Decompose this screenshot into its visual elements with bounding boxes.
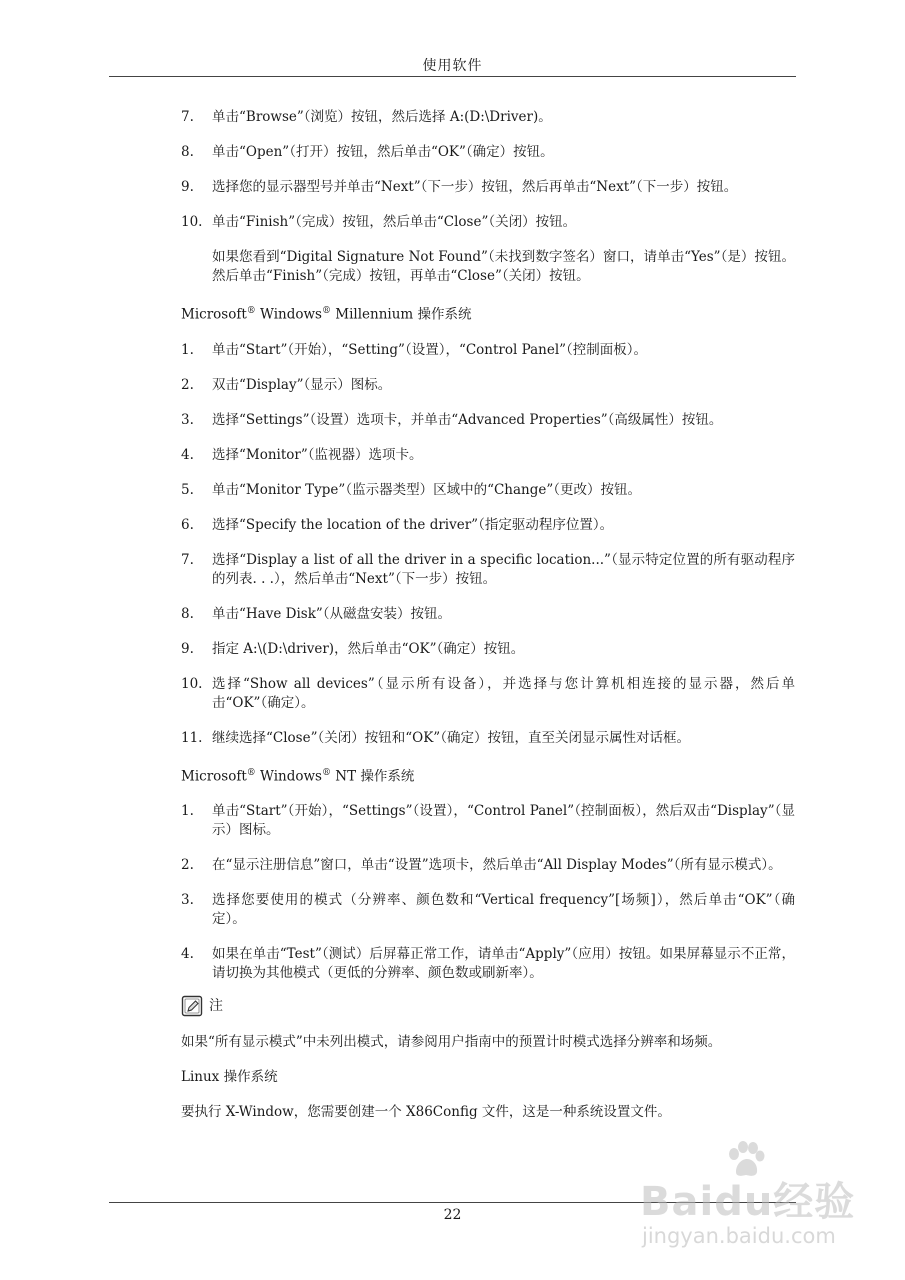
watermark-url: jingyan.baidu.com — [642, 1224, 836, 1248]
document-body — [181, 108, 795, 1138]
item-text: 单击“Browse”（浏览）按钮，然后选择 A:(D:\Driver)。 — [212, 109, 552, 125]
note-text: 如果“所有显示模式”中未列出模式，请参阅用户指南中的预置计时模式选择分辨率和场频。 — [181, 1034, 722, 1050]
item-number: 10. — [181, 675, 203, 692]
item-text: 如果在单击“Test”（测试）后屏幕正常工作，请单击“Apply”（应用）按钮。如果屏幕显示不正常，请切换为其他模式（更低的分辨率、颜色数或刷新率）。 — [212, 946, 795, 981]
item-number: 3. — [181, 411, 194, 428]
note-callout — [181, 995, 795, 1017]
item-number: 9. — [181, 640, 194, 657]
item-number: 6. — [181, 516, 194, 533]
item-number: 3. — [181, 892, 194, 908]
item-number: 9. — [181, 179, 194, 195]
list-item — [181, 108, 795, 127]
page-header-title: 使用软件 — [422, 58, 483, 74]
list-item — [181, 856, 795, 875]
item-text: 单击“Have Disk”（从磁盘安装）按钮。 — [212, 605, 452, 622]
item-text: 在“显示注册信息”窗口，单击“设置”选项卡，然后单击“All Display Modes”（所有显示模式）。 — [212, 857, 782, 873]
item-number: 5. — [181, 481, 194, 498]
header-divider — [109, 76, 796, 77]
section-heading-millennium: Microsoft® Windows® Millennium 操作系统 — [181, 306, 472, 323]
item-text: 单击“Start”（开始），“Setting”（设置），“Control Panel”（控制面板）。 — [212, 341, 648, 358]
section-heading-linux: Linux 操作系统 — [181, 1069, 278, 1085]
item-number: 8. — [181, 605, 194, 622]
item-text: 选择“Settings”（设置）选项卡，并单击“Advanced Properties”（高级属性）按钮。 — [212, 411, 723, 428]
list-item — [181, 729, 795, 748]
item-text: 选择“Monitor”（监视器）选项卡。 — [212, 446, 423, 463]
item-text: 选择“Show all devices”（显示所有设备），并选择与您计算机相连接的显示器，然后单击“OK”（确定）。 — [212, 675, 795, 711]
list-item — [181, 376, 795, 395]
item-text: 单击“Start”（开始），“Settings”（设置），“Control Panel”（控制面板），然后双击“Display”（显示）图标。 — [212, 803, 795, 838]
item-text: 单击“Monitor Type”（监示器类型）区域中的“Change”（更改）按钮。 — [212, 481, 642, 498]
watermark-brand: Baidu经验 — [640, 1179, 856, 1225]
item-number: 2. — [181, 857, 194, 873]
item-text: 单击“Open”（打开）按钮，然后单击“OK”（确定）按钮。 — [212, 144, 554, 160]
item-text: 选择您要使用的模式（分辨率、颜色数和“Vertical frequency”[场频]），然后单击“OK”（确定）。 — [212, 892, 795, 927]
item-number: 7. — [181, 109, 194, 125]
item-text: 选择您的显示器型号并单击“Next”（下一步）按钮，然后再单击“Next”（下一步）按钮。 — [212, 179, 738, 195]
list-item — [181, 341, 795, 360]
section-heading-nt: Microsoft® Windows® NT 操作系统 — [181, 767, 415, 784]
list-item — [181, 481, 795, 500]
list-item — [181, 945, 795, 983]
item-text: 继续选择“Close”（关闭）按钮和“OK”（确定）按钮，直至关闭显示属性对话框。 — [212, 729, 690, 746]
page-number: 22 — [443, 1207, 462, 1223]
item-text: 指定 A:\(D:\driver)，然后单击“OK”（确定）按钮。 — [212, 640, 525, 657]
item-number: 4. — [181, 446, 194, 463]
item-number: 4. — [181, 946, 194, 962]
item-text: 选择“Display a list of all the driver in a specific location...”（显示特定位置的所有驱动程序的列表. . .），然后单击“Next”（下一步）按钮。 — [212, 551, 795, 587]
list-item — [181, 516, 795, 535]
signature-note: 如果您看到“Digital Signature Not Found”（未找到数字签名）窗口，请单击“Yes”（是）按钮。然后单击“Finish”（完成）按钮，再单击“Close”（关闭）按钮。 — [212, 249, 795, 284]
item-number: 11. — [181, 729, 203, 746]
item-number: 8. — [181, 144, 194, 160]
linux-text: 要执行 X-Window，您需要创建一个 X86Config 文件，这是一种系统设置文件。 — [181, 1104, 671, 1120]
item-number: 1. — [181, 803, 194, 819]
list-item — [181, 640, 795, 659]
list-item — [181, 802, 795, 840]
list-item — [181, 178, 795, 197]
item-text: 双击“Display”（显示）图标。 — [212, 376, 392, 393]
list-item — [181, 551, 795, 589]
list-item — [181, 675, 795, 713]
list-item — [181, 213, 795, 232]
item-number: 10. — [181, 214, 203, 230]
note-label: 注 — [209, 997, 223, 1014]
list-item — [181, 605, 795, 624]
baidu-watermark — [640, 1140, 880, 1265]
item-number: 2. — [181, 376, 194, 393]
list-item — [181, 143, 795, 162]
item-number: 7. — [181, 551, 194, 568]
list-item — [181, 891, 795, 929]
list-item — [181, 446, 795, 465]
note-pencil-icon — [181, 995, 203, 1017]
item-number: 1. — [181, 341, 194, 358]
list-item — [181, 411, 795, 430]
item-text: 选择“Specify the location of the driver”（指定驱动程序位置）。 — [212, 516, 614, 533]
item-text: 单击“Finish”（完成）按钮，然后单击“Close”（关闭）按钮。 — [212, 214, 577, 230]
